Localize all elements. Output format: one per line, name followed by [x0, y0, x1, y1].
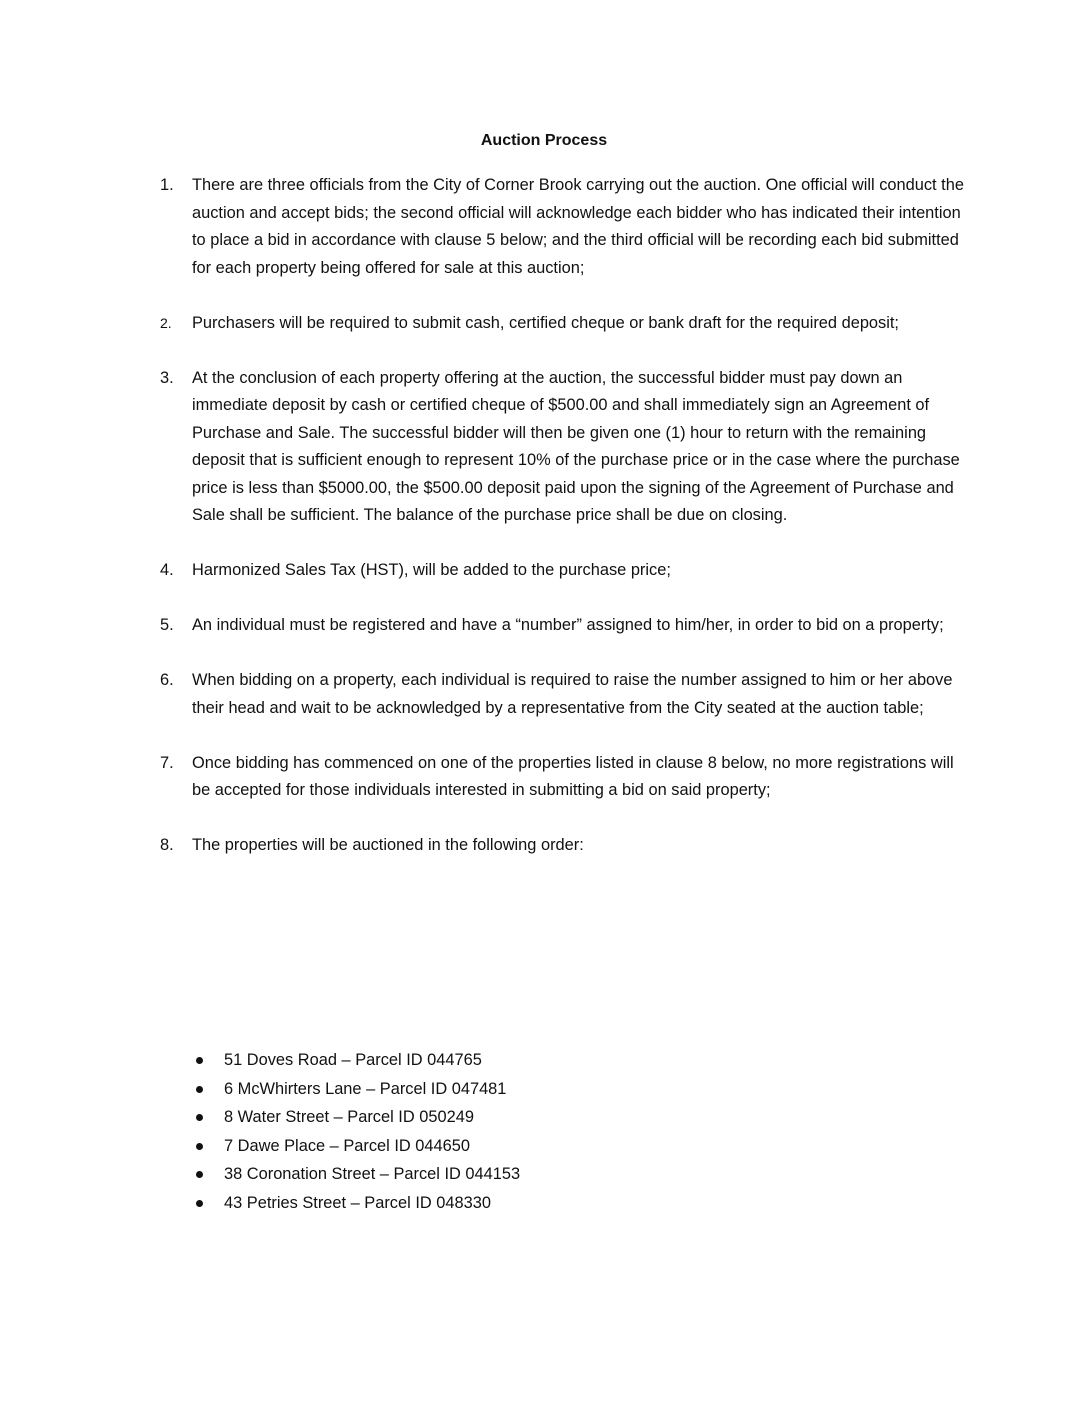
clause-text: When bidding on a property, each individual is required to raise the number assigned to him or her above their head and wait to be acknowledged by a representative from the City seated at the auction table; — [192, 671, 953, 717]
bullet-icon — [196, 1114, 203, 1121]
clause-text: The properties will be auctioned in the following order: — [192, 836, 584, 854]
property-text: 7 Dawe Place – Parcel ID 044650 — [224, 1136, 471, 1155]
clause-list — [160, 172, 970, 887]
clause-4 — [160, 557, 970, 585]
property-text: 6 McWhirters Lane – Parcel ID 047481 — [224, 1079, 507, 1098]
property-item — [192, 1160, 520, 1189]
clause-number: 4. — [160, 561, 174, 579]
clause-number: 8. — [160, 836, 174, 854]
property-text: 8 Water Street – Parcel ID 050249 — [224, 1108, 474, 1127]
clause-text: At the conclusion of each property offering at the auction, the successful bidder must pay down an immediate deposit by cash or certified cheque of $500.00 and shall immediately sign an Agreement of Purchase and Sale. The successful bidder will then be given one (1) hour to return with the remaining deposit that is sufficient enough to represent 10% of the purchase price or in the case where the purchase price is less than $5000.00, the $500.00 deposit paid upon the signing of the Agreement of Purchase and Sale shall be sufficient. The balance of the purchase price shall be due on closing. — [192, 368, 960, 524]
property-text: 43 Petries Street – Parcel ID 048330 — [224, 1193, 491, 1212]
clause-5 — [160, 612, 970, 640]
bullet-icon — [196, 1143, 203, 1150]
property-list — [192, 1046, 520, 1218]
property-item — [192, 1075, 520, 1104]
clause-number: 1. — [160, 176, 174, 194]
clause-number: 5. — [160, 616, 174, 634]
clause-2 — [160, 310, 970, 338]
clause-number: 6. — [160, 671, 174, 689]
clause-text: An individual must be registered and have a “number” assigned to him/her, in order to bid on a property; — [192, 616, 944, 634]
clause-text: Purchasers will be required to submit cash, certified cheque or bank draft for the required deposit; — [192, 313, 899, 332]
property-item — [192, 1189, 520, 1218]
property-text: 51 Doves Road – Parcel ID 044765 — [224, 1051, 482, 1069]
clause-3 — [160, 365, 970, 530]
document-title: Auction Process — [480, 132, 608, 149]
property-item — [192, 1103, 520, 1132]
clause-text: Harmonized Sales Tax (HST), will be added to the purchase price; — [192, 561, 671, 579]
property-text: 38 Coronation Street – Parcel ID 044153 — [224, 1165, 521, 1184]
bullet-icon — [196, 1086, 203, 1093]
clause-number: 3. — [160, 368, 174, 387]
bullet-icon — [196, 1200, 203, 1207]
bullet-icon — [196, 1171, 203, 1178]
clause-8 — [160, 832, 970, 860]
clause-text: There are three officials from the City of Corner Brook carrying out the auction. One official will conduct the auction and accept bids; the second official will acknowledge each bidder who has indicated their intention to place a bid in accordance with clause 5 below; and the third official will be recording each bid submitted for each property being offered for sale at this auction; — [192, 176, 964, 277]
clause-1 — [160, 172, 970, 282]
bullet-icon — [196, 1057, 203, 1064]
clause-number: 2. — [160, 314, 172, 331]
clause-7 — [160, 750, 970, 805]
clause-6 — [160, 667, 970, 722]
clause-number: 7. — [160, 753, 174, 772]
property-item — [192, 1046, 520, 1075]
clause-text: Once bidding has commenced on one of the properties listed in clause 8 below, no more registrations will be accepted for those individuals interested in submitting a bid on said property; — [192, 753, 954, 799]
property-item — [192, 1132, 520, 1161]
